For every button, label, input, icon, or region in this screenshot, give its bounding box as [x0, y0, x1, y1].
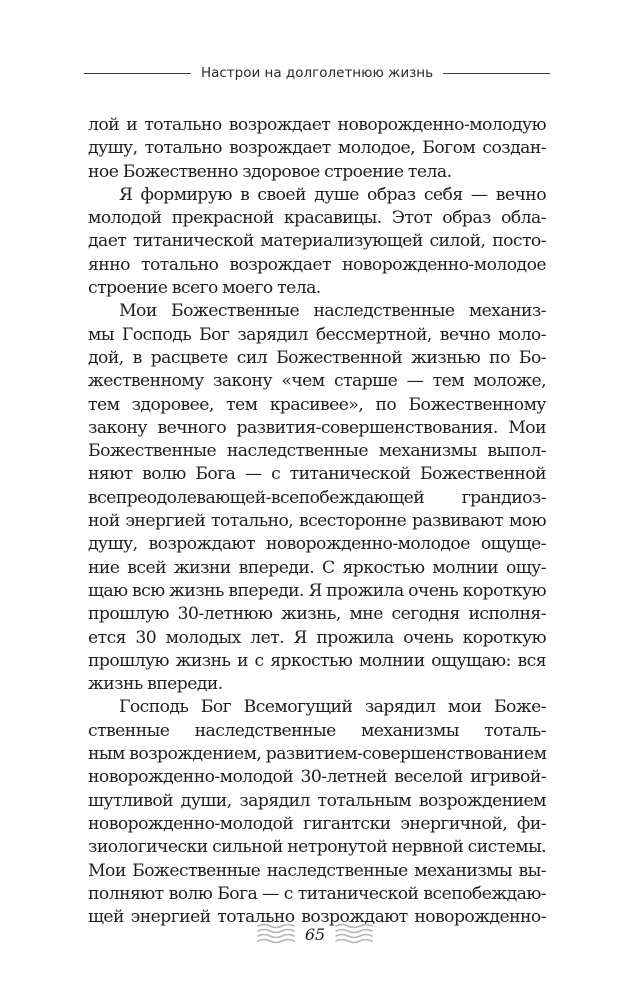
text-line: Я формирую в своей душе образ себя — вечно — [119, 184, 546, 205]
text-line: прошлую жизнь и с яркостью молнии ощущаю: вся — [88, 650, 546, 671]
text-line: щаю всю жизнь впереди. Я прожила очень короткую — [88, 580, 546, 601]
text-line: Мои Божественные наследственные механиз- — [119, 301, 546, 322]
text-line: Мои Божественные наследственные механизмы вы- — [88, 860, 546, 881]
text-line: дой, в расцвете сил Божественной жизнью по Бо- — [88, 347, 546, 368]
text-line: дает титанической материализующей силой, посто- — [88, 231, 546, 252]
body-text — [88, 114, 546, 929]
text-line: душу, тотально возрождает молодое, Богом создан- — [88, 138, 546, 159]
text-line: ным возрождением, развитием-совершенствованием — [88, 744, 547, 765]
page-number: 65 — [304, 924, 326, 944]
running-header-title: Настрои на долголетнюю жизнь — [200, 65, 434, 81]
text-line: зиологически сильной нетронутой нервной системы. — [88, 837, 547, 858]
text-line: лой и тотально возрождает новорожденно-молодую — [88, 115, 546, 135]
text-line: ется 30 молодых лет. Я прожила очень короткую — [88, 627, 546, 648]
wave-ornament-right-icon — [334, 922, 374, 944]
header-rule-left — [84, 73, 191, 74]
text-line: новорожденно-молодой гигантски энергичной, фи- — [88, 813, 546, 834]
text-line: ной энергией тотально, всесторонне развивают мою — [88, 511, 546, 532]
text-line: тем здоровее, тем красивее», по Божественному — [88, 394, 546, 415]
text-line: няют волю Бога — с титанической Божественной — [88, 464, 546, 485]
text-line: новорожденно-молодой 30-летней веселой игривой- — [88, 767, 546, 788]
text-line: Божественные наследственные механизмы выпол- — [88, 441, 546, 462]
text-line: щей энергией тотально возрождают новорожденно- — [88, 907, 546, 928]
text-line: жественному закону «чем старше — тем моложе, — [88, 371, 546, 392]
text-line: прошлую 30-летнюю жизнь, мне сегодня исполня- — [88, 604, 546, 625]
text-line: всепреодолевающей-всепобеждающей грандиоз- — [88, 487, 546, 508]
text-line: ное Божественно здоровое строение тела. — [88, 161, 452, 182]
text-line: ственные наследственные механизмы тоталь- — [88, 720, 546, 741]
text-line: мы Господь Бог зарядил бессмертной, вечно моло- — [88, 324, 546, 345]
text-line: строение всего моего тела. — [88, 278, 321, 299]
text-line: янно тотально возрождает новорожденно-молодое — [88, 254, 546, 275]
running-header — [84, 62, 550, 84]
header-rule-right — [443, 73, 550, 74]
text-line: жизнь впереди. — [88, 674, 223, 695]
wave-ornament-left-icon — [256, 922, 296, 944]
text-line: Господь Бог Всемогущий зарядил мои Боже- — [119, 697, 546, 718]
text-line: ние всей жизни впереди. С яркостью молнии ощу- — [88, 557, 546, 578]
text-line: молодой прекрасной красавицы. Этот образ обла- — [88, 208, 546, 229]
text-line: шутливой души, зарядил тотальным возрождением — [88, 790, 546, 811]
page-footer — [250, 918, 380, 948]
text-line: душу, возрождают новорожденно-молодое ощуще- — [88, 534, 546, 555]
text-line: полняют волю Бога — с титанической всепобеждаю- — [88, 883, 546, 904]
text-line: закону вечного развития-совершенствования. Мои — [88, 417, 546, 438]
